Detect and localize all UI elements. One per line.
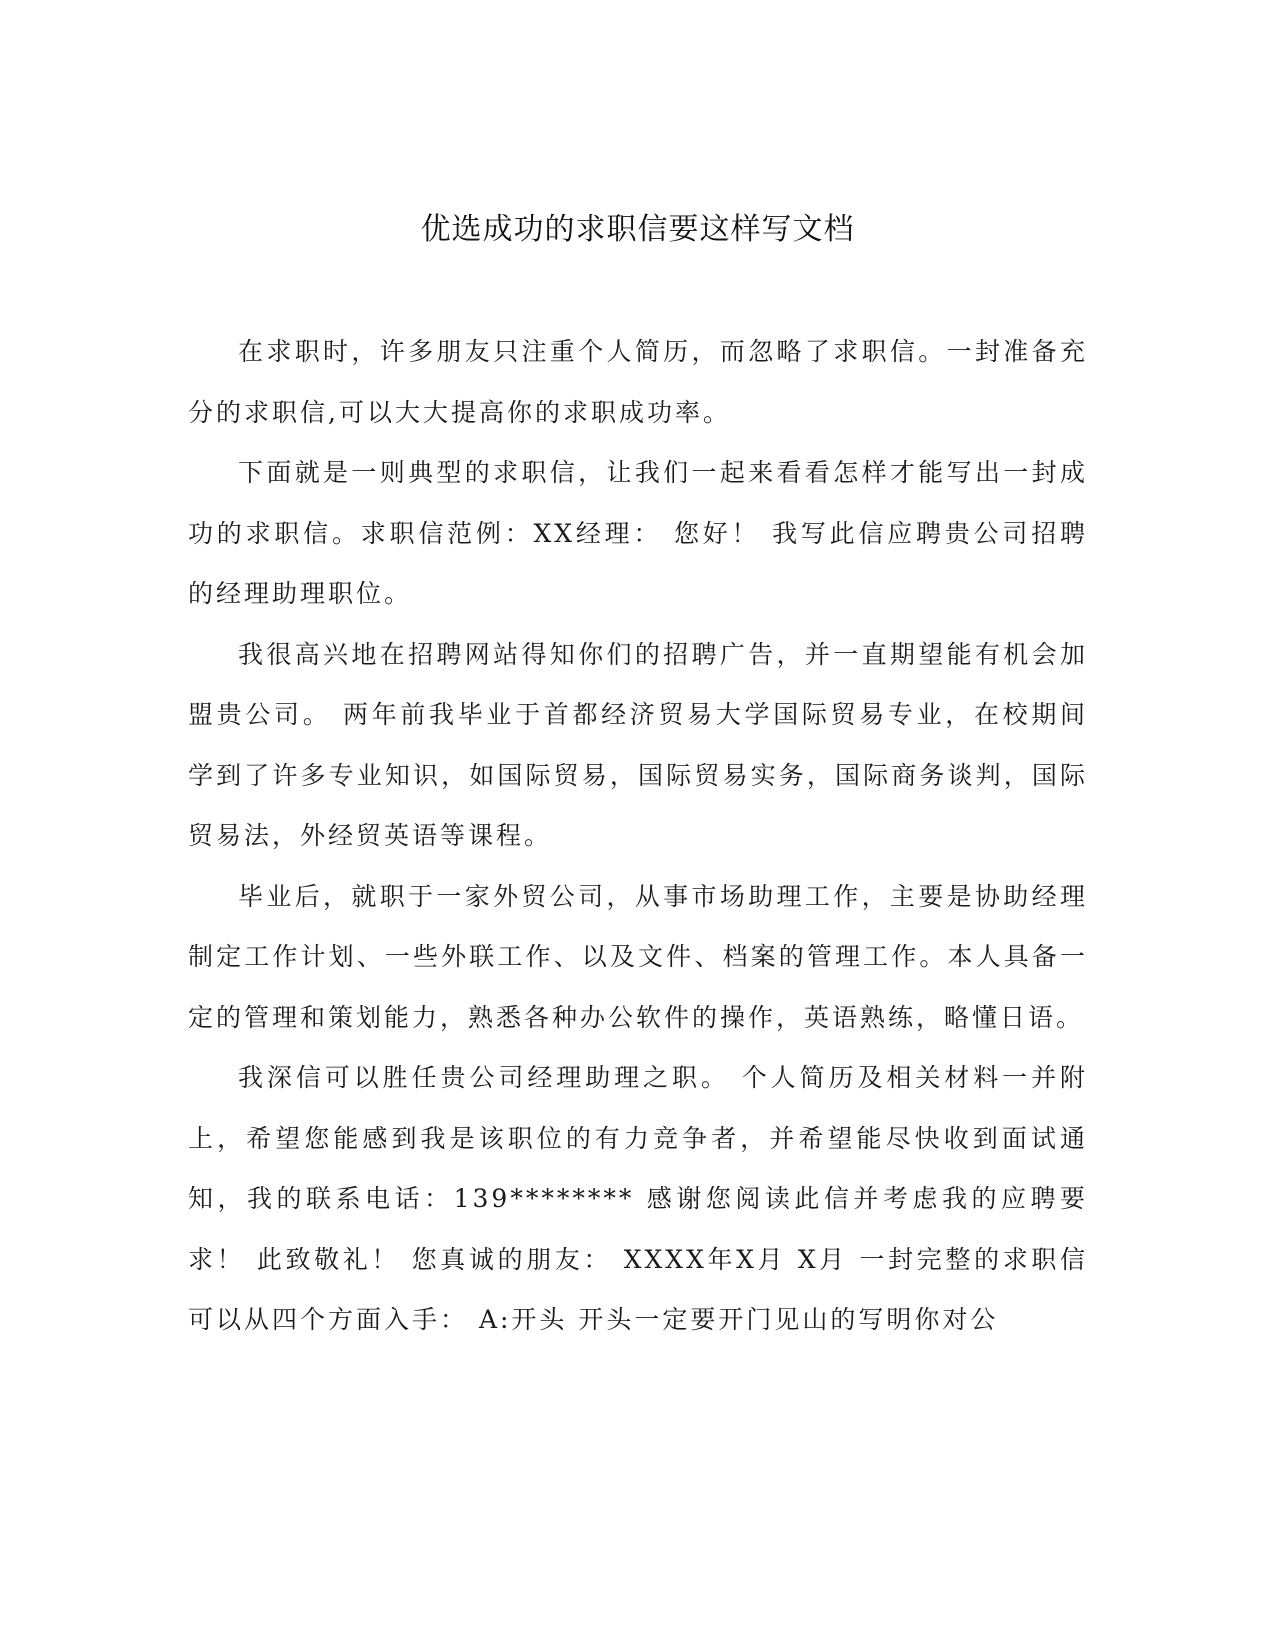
paragraph-2: 下面就是一则典型的求职信，让我们一起来看看怎样才能写出一封成功的求职信。求职信范例：XX经理： 您好！ 我写此信应聘贵公司招聘的经理助理职位。 bbox=[188, 458, 1088, 608]
paragraph-1: 在求职时，许多朋友只注重个人简历，而忽略了求职信。一封准备充分的求职信,可以大大提高你的求职成功率。 bbox=[188, 337, 1088, 427]
document-title: 优选成功的求职信要这样写文档 bbox=[420, 212, 855, 247]
document-body bbox=[188, 322, 1088, 1351]
paragraph-4: 毕业后，就职于一家外贸公司，从事市场助理工作，主要是协助经理制定工作计划、一些外联工作、以及文件、档案的管理工作。本人具备一定的管理和策划能力，熟悉各种办公软件的操作，英语熟练，略懂日语。 bbox=[188, 881, 1088, 1032]
paragraph-3: 我很高兴地在招聘网站得知你们的招聘广告，并一直期望能有机会加盟贵公司。 两年前我毕业于首都经济贸易大学国际贸易专业，在校期间学到了许多专业知识，如国际贸易，国际贸易实务，国际商务谈判，国际贸易法，外经贸英语等课程。 bbox=[188, 639, 1088, 850]
paragraph-5: 我深信可以胜任贵公司经理助理之职。 个人简历及相关材料一并附上，希望您能感到我是该职位的有力竞争者，并希望能尽快收到面试通知，我的联系电话：139******** 感谢您阅读此信并考虑我的应聘要求！ 此致敬礼！ 您真诚的朋友： XXXX年X月 X月 一封完整的求职信可以从四个方面入手： A:开头 开头一定要开门见山的写明你对公 bbox=[188, 1063, 1088, 1334]
